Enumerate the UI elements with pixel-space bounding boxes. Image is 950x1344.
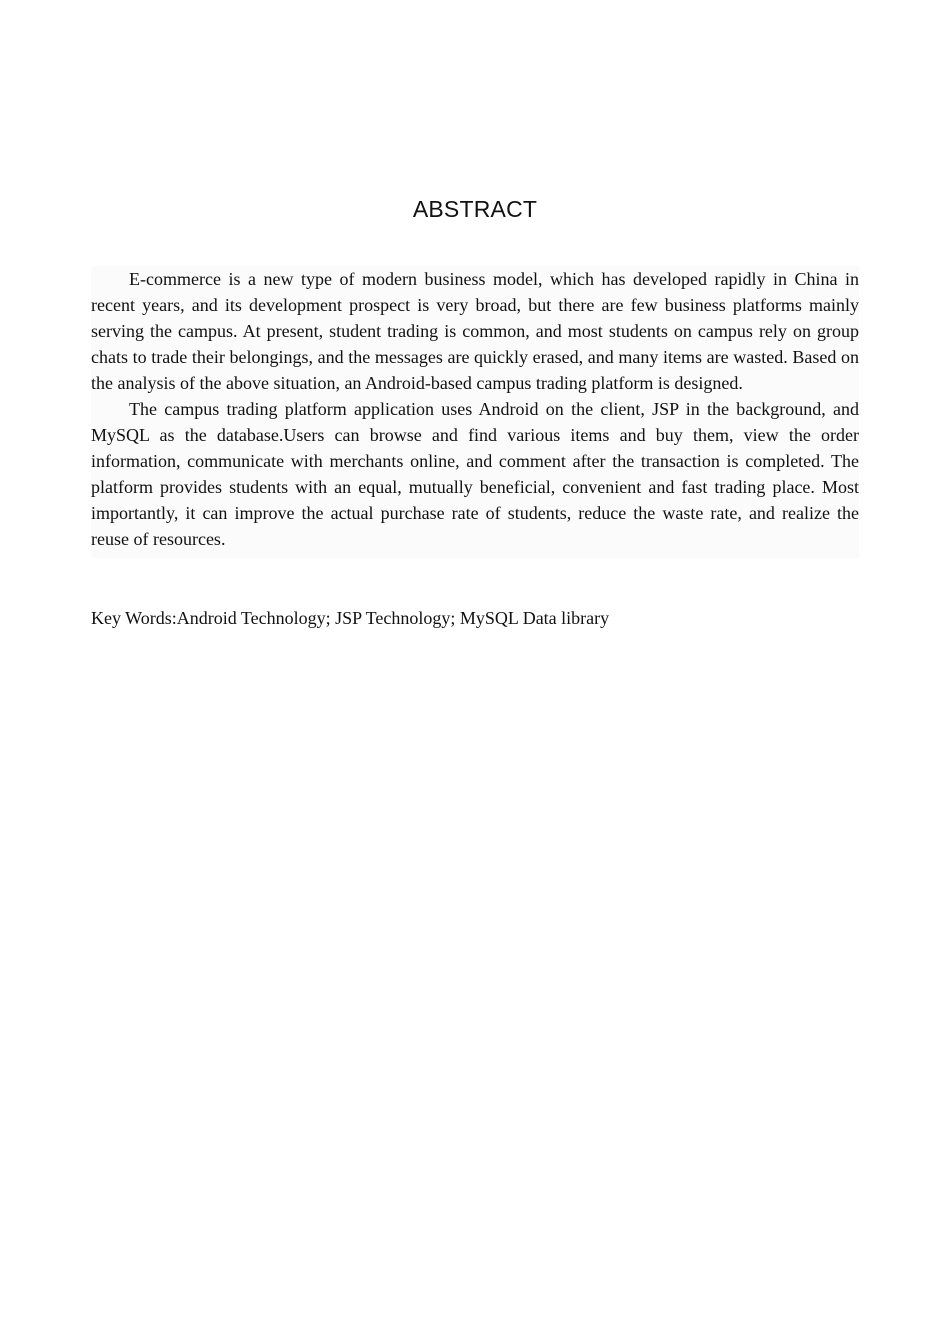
abstract-heading: ABSTRACT	[412, 196, 538, 222]
abstract-paragraph-1: E-commerce is a new type of modern business model, which has developed rapidly in China in recent years, and its development prospect is very broad, but there are few business platforms mainly serving the campus. At present, student trading is common, and most students on campus rely on group chats to trade their belongings, and the messages are quickly erased, and many items are wasted. Based on the analysis of the above situation, an Android-based campus trading platform is designed.	[91, 269, 859, 393]
abstract-body	[91, 266, 859, 558]
keywords-line: Key Words:Android Technology; JSP Technology; MySQL Data library	[91, 608, 610, 628]
abstract-paragraph-2: The campus trading platform application uses Android on the client, JSP in the background, and MySQL as the database.Users can browse and find various items and buy them, view the order information, communicate with merchants online, and comment after the transaction is completed. The platform provides students with an equal, mutually beneficial, convenient and fast trading place. Most importantly, it can improve the actual purchase rate of students, reduce the waste rate, and realize the reuse of resources.	[91, 399, 859, 549]
